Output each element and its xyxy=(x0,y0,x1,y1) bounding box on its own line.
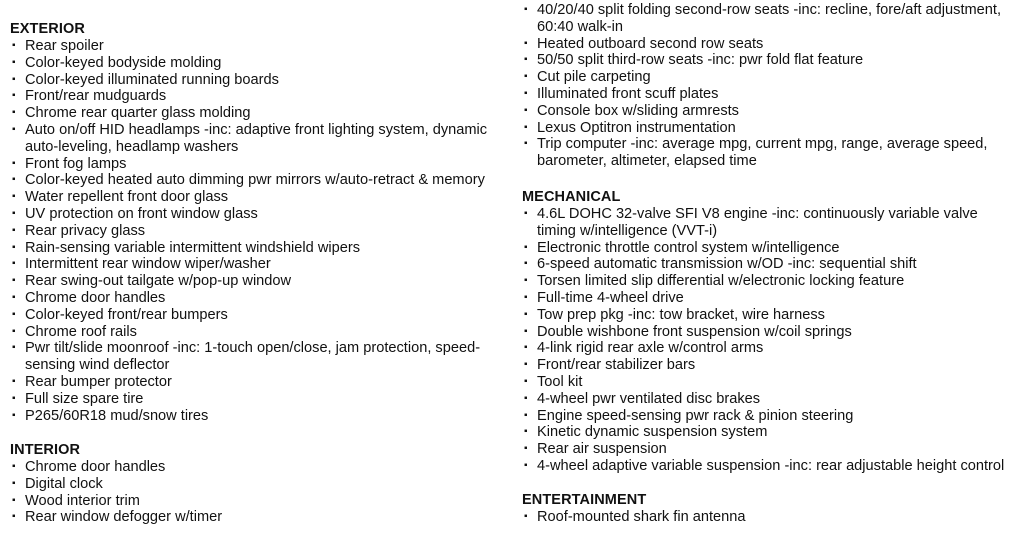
list-item xyxy=(522,136,1022,170)
bullet-icon: ▪ xyxy=(524,138,528,150)
list-item xyxy=(10,55,510,72)
list-item xyxy=(10,459,510,476)
list-item-text: Cut pile carpeting xyxy=(537,69,651,86)
list-item-text: Tow prep pkg -inc: tow bracket, wire harness xyxy=(537,306,825,323)
bullet-icon: ▪ xyxy=(524,359,528,371)
bullet-icon: ▪ xyxy=(524,308,528,320)
list-item-text: Kinetic dynamic suspension system xyxy=(537,424,768,441)
list-item xyxy=(522,374,1022,391)
list-item-text: Full-time 4-wheel drive xyxy=(537,289,684,306)
list-item xyxy=(522,509,1022,526)
list-item xyxy=(10,105,510,122)
list-item xyxy=(522,273,1022,290)
bullet-icon: ▪ xyxy=(524,37,528,49)
list-item-text: Double wishbone front suspension w/coil springs xyxy=(537,323,852,340)
bullet-icon: ▪ xyxy=(524,54,528,66)
list-item xyxy=(10,340,510,374)
bullet-icon: ▪ xyxy=(524,375,528,387)
list-item-text: 50/50 split third-row seats -inc: pwr fold flat feature xyxy=(537,52,864,69)
bullet-icon: ▪ xyxy=(12,174,16,186)
bullet-icon: ▪ xyxy=(524,409,528,421)
list-item-text: Color-keyed heated auto dimming pwr mirrors w/auto-retract & memory xyxy=(25,172,485,189)
list-item xyxy=(10,408,510,425)
list-item xyxy=(10,38,510,55)
list-item-text: P265/60R18 mud/snow tires xyxy=(25,407,209,424)
list-item xyxy=(522,357,1022,374)
section-title-entertainment: ENTERTAINMENT xyxy=(522,492,647,508)
list-item-text: 4.6L DOHC 32-valve SFI V8 engine -inc: continuously variable valve timing w/intelligence (VVT-i) xyxy=(537,206,978,239)
list-item xyxy=(522,391,1022,408)
list-item-text: Front/rear mudguards xyxy=(25,88,167,105)
bullet-icon: ▪ xyxy=(12,461,16,472)
list-item-text: UV protection on front window glass xyxy=(25,205,258,222)
bullet-icon: ▪ xyxy=(12,342,16,354)
list-item xyxy=(10,290,510,307)
bullet-icon: ▪ xyxy=(524,71,528,83)
bullet-icon: ▪ xyxy=(12,40,16,51)
list-item-text: Wood interior trim xyxy=(25,492,140,509)
list-item xyxy=(522,240,1022,257)
list-item-text: Rear window defogger w/timer xyxy=(25,509,223,526)
bullet-icon: ▪ xyxy=(12,157,16,169)
list-item-text: Color-keyed front/rear bumpers xyxy=(25,306,228,323)
list-item xyxy=(10,324,510,341)
list-item-text: Intermittent rear window wiper/washer xyxy=(25,256,271,273)
bullet-icon: ▪ xyxy=(12,477,16,489)
interior-list xyxy=(10,459,510,526)
bullet-icon: ▪ xyxy=(524,511,528,522)
list-item xyxy=(522,408,1022,425)
list-item-text: Front fog lamps xyxy=(25,155,127,172)
list-item xyxy=(522,206,1022,240)
list-item xyxy=(522,69,1022,86)
bullet-icon: ▪ xyxy=(524,291,528,303)
list-item xyxy=(10,493,510,510)
entertainment-list xyxy=(522,509,1022,526)
list-item xyxy=(10,156,510,173)
list-item xyxy=(10,240,510,257)
list-item xyxy=(10,223,510,240)
list-item xyxy=(10,189,510,206)
bullet-icon: ▪ xyxy=(12,73,16,85)
list-item xyxy=(522,36,1022,53)
bullet-icon: ▪ xyxy=(524,121,528,133)
list-item xyxy=(522,2,1022,36)
mechanical-list xyxy=(522,206,1022,475)
list-item-text: Chrome roof rails xyxy=(25,323,137,340)
list-item-text: Console box w/sliding armrests xyxy=(537,102,739,119)
list-item xyxy=(10,509,510,526)
list-item-text: Engine speed-sensing pwr rack & pinion steering xyxy=(537,407,854,424)
list-item xyxy=(522,256,1022,273)
list-item-text: Chrome door handles xyxy=(25,459,166,475)
section-title-exterior: EXTERIOR xyxy=(10,21,85,37)
list-item-text: Auto on/off HID headlamps -inc: adaptive front lighting system, dynamic auto-leveling, headlamp washers xyxy=(25,121,488,155)
list-item-text: Digital clock xyxy=(25,475,103,492)
list-item-text: Chrome rear quarter glass molding xyxy=(25,105,251,122)
list-item-text: Full size spare tire xyxy=(25,390,144,407)
bullet-icon: ▪ xyxy=(12,325,16,337)
bullet-icon: ▪ xyxy=(524,258,528,270)
list-item-text: 6-speed automatic transmission w/OD -inc: sequential shift xyxy=(537,256,917,273)
section-title-interior: INTERIOR xyxy=(10,442,81,458)
bullet-icon: ▪ xyxy=(12,123,16,135)
list-item xyxy=(522,120,1022,137)
list-item xyxy=(10,206,510,223)
list-item-text: Rear spoiler xyxy=(25,38,104,54)
exterior-list xyxy=(10,38,510,424)
section-title-mechanical: MECHANICAL xyxy=(522,189,621,205)
list-item xyxy=(522,424,1022,441)
list-item xyxy=(522,103,1022,120)
list-item-text: Heated outboard second row seats xyxy=(537,35,764,52)
list-item-text: 4-wheel pwr ventilated disc brakes xyxy=(537,390,761,407)
bullet-icon: ▪ xyxy=(524,104,528,116)
bullet-icon: ▪ xyxy=(524,443,528,455)
bullet-icon: ▪ xyxy=(12,241,16,253)
list-item xyxy=(10,391,510,408)
list-item-text: Front/rear stabilizer bars xyxy=(537,357,696,374)
list-item-text: 4-wheel adaptive variable suspension -inc: rear adjustable height control xyxy=(537,457,1005,474)
bullet-icon: ▪ xyxy=(12,275,16,287)
list-item xyxy=(522,458,1022,475)
list-item xyxy=(10,273,510,290)
list-item xyxy=(10,307,510,324)
list-item xyxy=(522,307,1022,324)
bullet-icon: ▪ xyxy=(12,191,16,203)
bullet-icon: ▪ xyxy=(12,107,16,119)
bullet-icon: ▪ xyxy=(524,275,528,287)
list-item xyxy=(522,86,1022,103)
list-item xyxy=(10,476,510,493)
list-item-text: Electronic throttle control system w/intelligence xyxy=(537,239,840,256)
bullet-icon: ▪ xyxy=(12,308,16,320)
list-item-text: 4-link rigid rear axle w/control arms xyxy=(537,340,764,357)
bullet-icon: ▪ xyxy=(12,258,16,270)
list-item xyxy=(10,172,510,189)
list-item xyxy=(10,122,510,156)
list-item-text: Illuminated front scuff plates xyxy=(537,85,719,102)
bullet-icon: ▪ xyxy=(524,342,528,354)
bullet-icon: ▪ xyxy=(524,87,528,99)
list-item xyxy=(10,88,510,105)
list-item-text: Water repellent front door glass xyxy=(25,189,229,206)
bullet-icon: ▪ xyxy=(524,426,528,438)
list-item xyxy=(522,290,1022,307)
list-item-text: Rear air suspension xyxy=(537,441,667,458)
list-item xyxy=(522,340,1022,357)
bullet-icon: ▪ xyxy=(12,224,16,236)
list-item-text: Tool kit xyxy=(537,373,583,390)
list-item xyxy=(10,374,510,391)
bullet-icon: ▪ xyxy=(12,409,16,421)
list-item-text: Color-keyed illuminated running boards xyxy=(25,71,279,88)
bullet-icon: ▪ xyxy=(12,90,16,102)
bullet-icon: ▪ xyxy=(12,207,16,219)
bullet-icon: ▪ xyxy=(12,392,16,404)
list-item-text: Rear privacy glass xyxy=(25,222,146,239)
bullet-icon: ▪ xyxy=(524,208,528,219)
bullet-icon: ▪ xyxy=(524,4,528,15)
list-item-text: Pwr tilt/slide moonroof -inc: 1-touch open/close, jam protection, speed- sensing wind deflector xyxy=(25,340,481,374)
bullet-icon: ▪ xyxy=(12,511,16,523)
list-item-text: Color-keyed bodyside molding xyxy=(25,54,222,71)
list-item-text: 40/20/40 split folding second-row seats -inc: recline, fore/aft adjustment, 60:40 walk-in xyxy=(537,2,1001,35)
list-item-text: Trip computer -inc: average mpg, current mpg, range, average speed, barometer, altimeter, elapsed time xyxy=(537,136,988,170)
list-item xyxy=(522,324,1022,341)
list-item xyxy=(10,72,510,89)
list-item xyxy=(10,256,510,273)
bullet-icon: ▪ xyxy=(12,375,16,387)
list-item xyxy=(522,441,1022,458)
bullet-icon: ▪ xyxy=(524,325,528,337)
list-item-text: Lexus Optitron instrumentation xyxy=(537,119,736,136)
list-item-text: Rain-sensing variable intermittent windshield wipers xyxy=(25,239,361,256)
bullet-icon: ▪ xyxy=(524,241,528,253)
bullet-icon: ▪ xyxy=(12,291,16,303)
list-item-text: Rear bumper protector xyxy=(25,373,172,390)
list-item xyxy=(522,52,1022,69)
list-item-text: Chrome door handles xyxy=(25,289,166,306)
interior-continued-list xyxy=(522,2,1022,170)
bullet-icon: ▪ xyxy=(524,392,528,404)
list-item-text: Roof-mounted shark fin antenna xyxy=(537,509,746,525)
bullet-icon: ▪ xyxy=(524,459,528,471)
bullet-icon: ▪ xyxy=(12,56,16,68)
bullet-icon: ▪ xyxy=(12,494,16,506)
list-item-text: Torsen limited slip differential w/electronic locking feature xyxy=(537,273,905,290)
list-item-text: Rear swing-out tailgate w/pop-up window xyxy=(25,273,292,290)
